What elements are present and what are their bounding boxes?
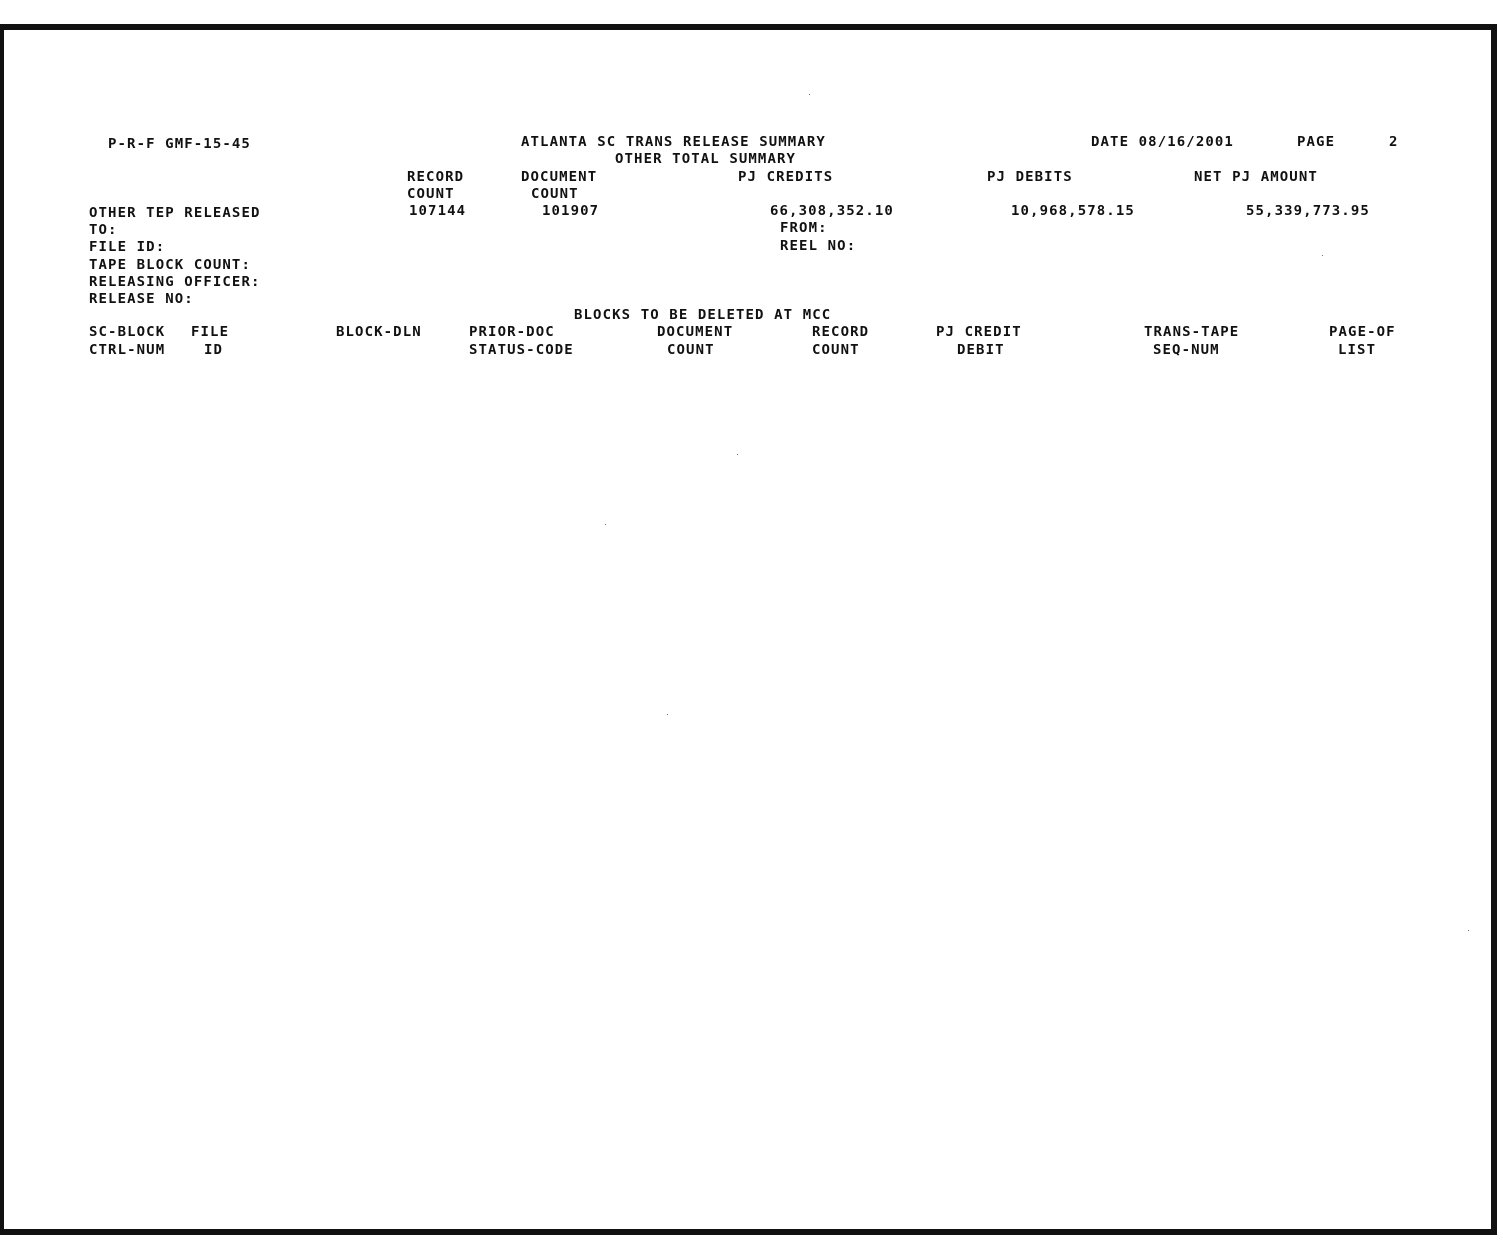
- blocks-col-file-1: FILE: [191, 325, 230, 340]
- summary-col-credits: PJ CREDITS: [738, 170, 834, 185]
- record-count-value: 107144: [409, 204, 467, 219]
- blocks-col-page-of-2: LIST: [1338, 343, 1377, 358]
- releasing-officer-field: RELEASING OFFICER:: [89, 275, 261, 290]
- net-pj-amount-value: 55,339,773.95: [1246, 204, 1370, 219]
- summary-col-net: NET PJ AMOUNT: [1194, 170, 1318, 185]
- pj-debits-value: 10,968,578.15: [1011, 204, 1135, 219]
- report-id: P-R-F GMF-15-45: [108, 137, 251, 152]
- report-title: ATLANTA SC TRANS RELEASE SUMMARY: [521, 135, 826, 150]
- tape-block-count-field: TAPE BLOCK COUNT:: [89, 258, 251, 273]
- blocks-col-document-2: COUNT: [667, 343, 715, 358]
- to-field: TO:: [89, 223, 118, 238]
- blocks-col-prior-doc-1: PRIOR-DOC: [469, 325, 555, 340]
- scan-speck: [605, 524, 606, 525]
- from-field: FROM:: [780, 221, 828, 236]
- blocks-col-page-of-1: PAGE-OF: [1329, 325, 1396, 340]
- release-no-field: RELEASE NO:: [89, 292, 194, 307]
- file-id-field: FILE ID:: [89, 240, 166, 255]
- blocks-col-prior-doc-2: STATUS-CODE: [469, 343, 574, 358]
- report-subtitle: OTHER TOTAL SUMMARY: [615, 152, 797, 167]
- blocks-col-trans-tape-1: TRANS-TAPE: [1144, 325, 1240, 340]
- summary-col-document-2: COUNT: [531, 187, 579, 202]
- summary-col-document-1: DOCUMENT: [521, 170, 598, 185]
- pj-credits-value: 66,308,352.10: [770, 204, 894, 219]
- blocks-col-record-1: RECORD: [812, 325, 870, 340]
- blocks-col-file-2: ID: [204, 343, 224, 358]
- page-label: PAGE: [1297, 135, 1336, 150]
- summary-col-record-2: COUNT: [407, 187, 455, 202]
- scan-speck: [1468, 930, 1469, 931]
- blocks-col-trans-tape-2: SEQ-NUM: [1153, 343, 1220, 358]
- document-count-value: 101907: [542, 204, 600, 219]
- blocks-col-pj-2: DEBIT: [957, 343, 1005, 358]
- summary-col-record-1: RECORD: [407, 170, 465, 185]
- summary-col-debits: PJ DEBITS: [987, 170, 1073, 185]
- report-date: DATE 08/16/2001: [1091, 135, 1234, 150]
- scan-speck: [809, 94, 810, 95]
- blocks-col-document-1: DOCUMENT: [657, 325, 734, 340]
- blocks-col-record-2: COUNT: [812, 343, 860, 358]
- left-edge: [0, 24, 4, 1229]
- summary-row-label: OTHER TEP RELEASED: [89, 206, 261, 221]
- scan-speck: [737, 454, 738, 455]
- blocks-heading: BLOCKS TO BE DELETED AT MCC: [574, 308, 832, 323]
- blocks-col-sc-block-1: SC-BLOCK: [89, 325, 166, 340]
- reel-no-field: REEL NO:: [780, 239, 857, 254]
- blocks-col-pj-1: PJ CREDIT: [936, 325, 1022, 340]
- scan-speck: [1322, 255, 1323, 256]
- scan-speck: [667, 714, 668, 715]
- page-number: 2: [1389, 135, 1399, 150]
- blocks-col-block-dln: BLOCK-DLN: [336, 325, 422, 340]
- blocks-col-sc-block-2: CTRL-NUM: [89, 343, 166, 358]
